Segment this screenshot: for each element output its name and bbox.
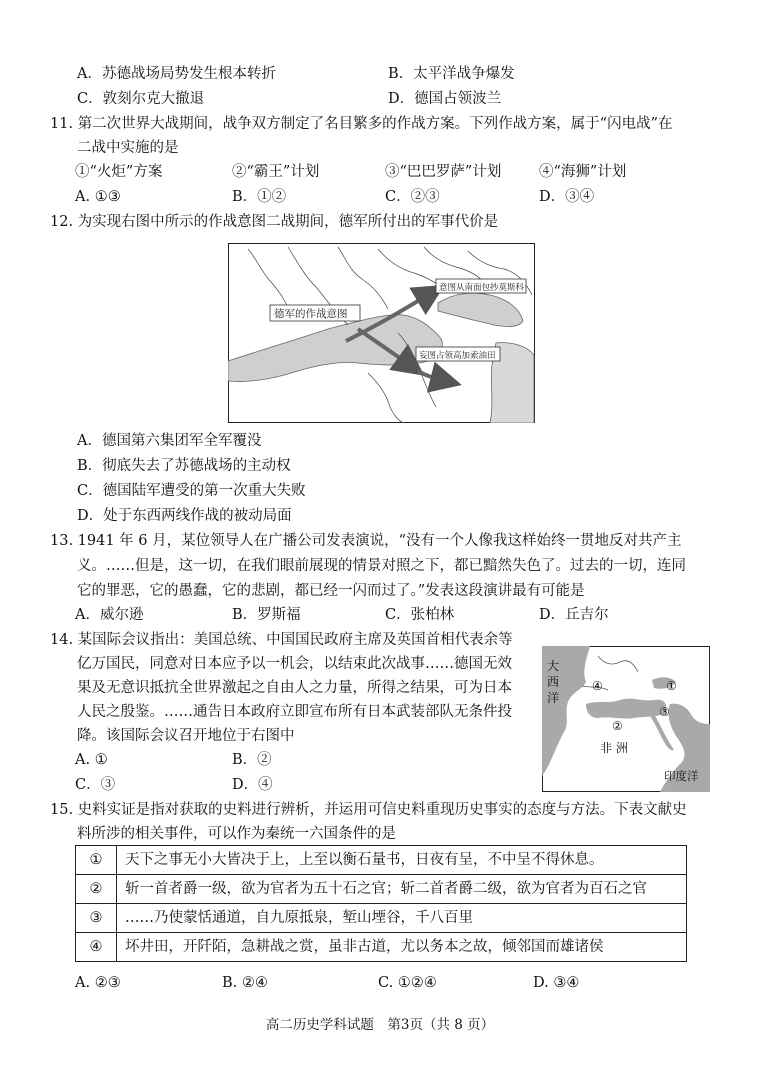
map-label-south: 意图从南面包抄莫斯科	[439, 283, 525, 293]
q14-stem-line2: 亿万国民，同意对日本应予以一机会，以结束此次战事……德国无效	[77, 656, 512, 672]
q15-stem-line2: 料所涉的相关事件，可以作为秦统一六国条件的是	[77, 826, 396, 842]
row-number: ④	[76, 933, 117, 962]
q11-plan-4: ④“海狮”计划	[539, 164, 627, 180]
q15-option-d: D. ③④	[533, 975, 580, 991]
q15-option-a: A. ②③	[75, 975, 121, 991]
q11-plan-1: ①“火炬”方案	[75, 164, 163, 180]
q15-stem-line1: 15. 史料实证是指对获取的史料进行辨析，并运用可信史料重现历史事实的态度与方法。下表文献史	[50, 802, 687, 818]
q14-map	[542, 646, 710, 792]
row-number: ②	[76, 875, 117, 904]
q13-stem-line1: 13. 1941 年 6 月，某位领导人在广播公司发表演说，“没有一个人像我这样始终一贯地反对共产主	[50, 533, 682, 549]
q11-option-c: C．②③	[385, 189, 440, 205]
africa-label: 非 洲	[600, 741, 628, 755]
q10-option-a: A．苏德战场局势发生根本转折	[77, 66, 276, 82]
q11-plan-3: ③“巴巴罗萨”计划	[385, 164, 502, 180]
atlantic-label-2: 西	[547, 675, 560, 689]
q10-option-d: D．德国占领波兰	[388, 91, 502, 107]
row-number: ③	[76, 904, 117, 933]
q11-stem-line1: 11. 第二次世界大战期间，战争双方制定了名目繁多的作战方案。下列作战方案，属于“闪电战”在	[50, 116, 673, 132]
row-text: ……乃使蒙恬通道，自九原抵泉，堑山堙谷，千八百里	[117, 904, 687, 933]
marker-2: ②	[612, 719, 623, 733]
q11-option-d: D．③④	[539, 189, 595, 205]
map-label-oil: 妄图占领高加索油田	[419, 351, 496, 361]
q12-option-c: C．德国陆军遭受的第一次重大失败	[77, 483, 306, 499]
q14-stem-line3: 果及无意识抵抗全世界激起之自由人之力量，所得之结果，可为日本	[77, 680, 512, 696]
q13-option-b: B．罗斯福	[232, 607, 301, 623]
q13-option-a: A．威尔逊	[75, 607, 144, 623]
q15-option-c: C. ①②④	[378, 975, 437, 991]
q13-option-c: C．张柏林	[385, 607, 455, 623]
indian-ocean-label: 印度洋	[664, 769, 699, 783]
q10-option-c: C．敦刻尔克大撤退	[77, 91, 205, 107]
q10-option-b: B．太平洋战争爆发	[388, 66, 515, 82]
atlantic-label-1: 大	[547, 659, 560, 673]
table-row	[76, 904, 687, 933]
q11-option-a: A. ①③	[75, 189, 121, 205]
map-label-intent: 德军的作战意图	[274, 308, 348, 320]
atlantic-label-3: 洋	[547, 691, 560, 705]
page-footer: 高二历史学科试题 第3页（共 8 页）	[265, 1017, 495, 1033]
q15-source-table	[75, 845, 687, 962]
row-text: 天下之事无小大皆决于上，上至以衡石量书，日夜有呈，不中呈不得休息。	[117, 846, 687, 875]
row-text: 坏井田，开阡陌，急耕战之赏，虽非古道，尤以务本之故，倾邻国而雄诸侯	[117, 933, 687, 962]
q13-option-d: D．丘吉尔	[539, 607, 609, 623]
q11-stem-line2: 二战中实施的是	[77, 140, 179, 156]
q11-plan-2: ②“霸王”计划	[232, 164, 320, 180]
q13-stem-line3: 它的罪恶，它的愚蠢，它的悲剧，都已经一闪而过了。”发表这段演讲最有可能是	[77, 583, 585, 599]
q12-map	[228, 243, 535, 423]
table-row	[76, 846, 687, 875]
row-number: ①	[76, 846, 117, 875]
q14-option-a: A. ①	[75, 752, 108, 768]
q14-option-b: B．②	[232, 752, 272, 768]
q12-option-b: B．彻底失去了苏德战场的主动权	[77, 458, 291, 474]
q14-stem-line5: 降。该国际会议召开地位于右图中	[77, 728, 295, 744]
q12-option-d: D．处于东西两线作战的被动局面	[77, 508, 292, 524]
marker-3: ③	[659, 705, 670, 719]
q14-stem-line1: 14. 某国际会议指出：美国总统、中国国民政府主席及英国首相代表余等	[50, 632, 513, 648]
q15-option-b: B. ②④	[222, 975, 268, 991]
q14-option-d: D．④	[232, 777, 273, 793]
marker-4: ④	[592, 679, 603, 693]
q11-option-b: B．①②	[232, 189, 287, 205]
q12-option-a: A．德国第六集团军全军覆没	[77, 433, 262, 449]
table-row	[76, 933, 687, 962]
table-row	[76, 875, 687, 904]
marker-1: ①	[666, 679, 677, 693]
q12-stem: 12. 为实现右图中所示的作战意图二战期间，德军所付出的军事代价是	[50, 214, 499, 230]
q14-stem-line4: 人民之殷鉴。……通告日本政府立即宣布所有日本武装部队无条件投	[77, 704, 512, 720]
q13-stem-line2: 义。……但是，这一切，在我们眼前展现的情景对照之下，都已黯然失色了。过去的一切，连同	[77, 558, 686, 574]
q14-option-c: C．③	[75, 777, 116, 793]
row-text: 斩一首者爵一级，欲为官者为五十石之官；斩二首者爵二级，欲为官者为百石之官	[117, 875, 687, 904]
